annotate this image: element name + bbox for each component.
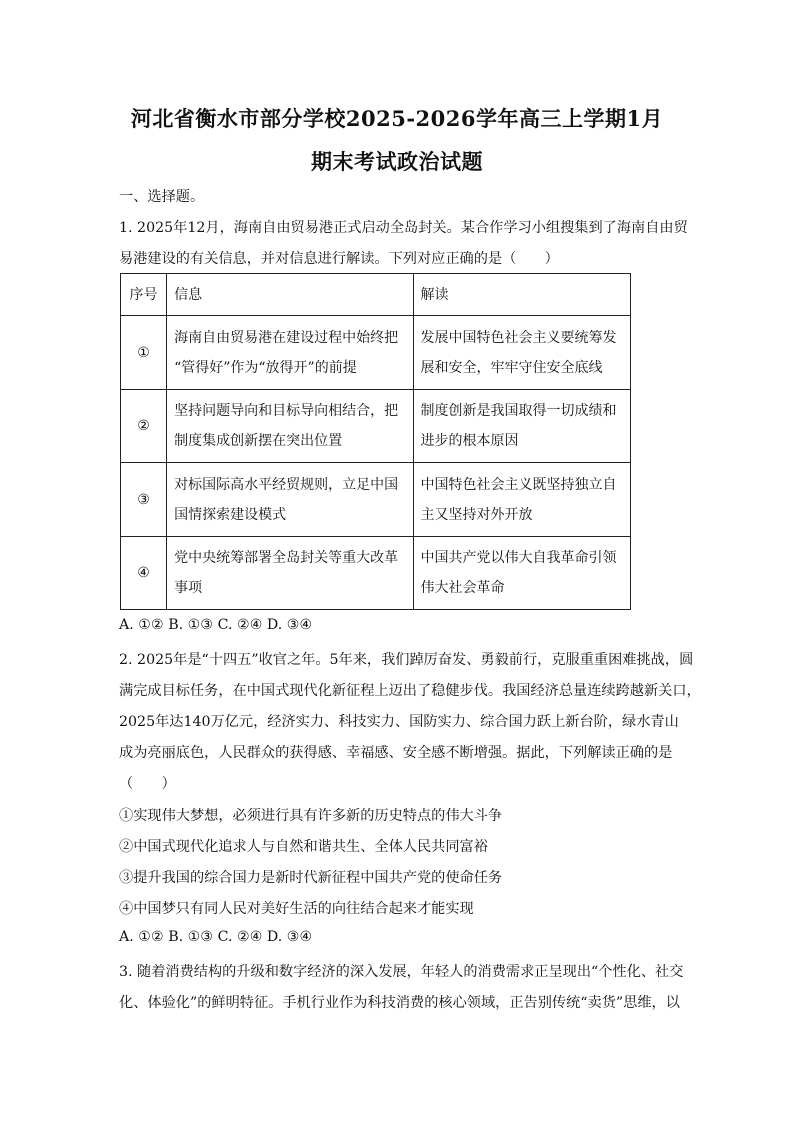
row-info-line: 海南自由贸易港在建设过程中始终把 xyxy=(174,329,399,346)
row-info xyxy=(167,316,413,390)
row-info-line: 事项 xyxy=(174,580,203,596)
row-read-line: 进步的根本原因 xyxy=(420,433,519,449)
q3-stem-line2: 化、体验化”的鲜明特征。手机行业作为科技消费的核心领域，正告别传统“卖货”思维，以 xyxy=(119,995,680,1011)
row-read xyxy=(413,463,630,537)
row-read-line: 伟大社会革命 xyxy=(420,580,505,596)
row-read-line: 中国特色社会主义既坚持独立自 xyxy=(420,476,617,493)
row-num: ① xyxy=(121,316,167,390)
row-num: ② xyxy=(121,390,167,463)
row-read-line: 主又坚持对外开放 xyxy=(420,506,533,523)
table-row xyxy=(121,537,631,610)
row-read-line: 中国共产党以伟大自我革命引领 xyxy=(420,550,617,566)
row-info xyxy=(167,537,413,610)
table-header-info: 信息 xyxy=(167,274,413,316)
document-title-line1: 河北省衡水市部分学校2025-2026学年高三上学期1月 xyxy=(130,106,664,131)
section-heading: 一、选择题。 xyxy=(119,189,205,205)
q2-stem-line2: 满完成目标任务，在中国式现代化新征程上迈出了稳健步伐。我国经济总量连续跨越新关口， xyxy=(119,683,701,699)
q1-stem-line1: 1. 2025年12月，海南自由贸易港正式启动全岛封关。某合作学习小组搜集到了海南自由贸 xyxy=(119,220,688,236)
q1-options: A. ①② B. ①③ C. ②④ D. ③④ xyxy=(119,617,313,633)
document-title-line2: 期末考试政治试题 xyxy=(311,149,483,174)
q2-statement-2: ②中国式现代化追求人与自然和谐共生、全体人民共同富裕 xyxy=(119,839,488,855)
row-info-line: “管得好”作为“放得开”的前提 xyxy=(174,359,357,376)
row-read xyxy=(413,537,630,610)
q1-info-table xyxy=(120,273,631,610)
q2-statement-1: ①实现伟大梦想，必须进行具有许多新的历史特点的伟大斗争 xyxy=(119,808,503,824)
q2-stem-line5: （ ） xyxy=(119,776,176,792)
table-header-num: 序号 xyxy=(121,274,167,316)
row-info xyxy=(167,463,413,537)
row-info-line: 对标国际高水平经贸规则，立足中国 xyxy=(174,476,399,493)
row-info xyxy=(167,390,413,463)
table-row xyxy=(121,463,631,537)
row-info-line: 党中央统筹部署全岛封关等重大改革 xyxy=(174,550,399,566)
table-header-read: 解读 xyxy=(413,274,630,316)
q2-stem-line3: 2025年达140万亿元，经济实力、科技实力、国防实力、综合国力跃上新台阶，绿水青山 xyxy=(119,714,679,730)
row-read-line: 制度创新是我国取得一切成绩和 xyxy=(420,403,617,419)
row-read xyxy=(413,316,630,390)
row-info-line: 制度集成创新摆在突出位置 xyxy=(174,433,343,449)
table-row xyxy=(121,390,631,463)
row-read xyxy=(413,390,630,463)
q3-stem-line1: 3. 随着消费结构的升级和数字经济的深入发展，年轻人的消费需求正呈现出“个性化、社交 xyxy=(119,964,684,980)
table-header-row xyxy=(121,274,631,316)
row-num: ④ xyxy=(121,537,167,610)
row-read-line: 发展中国特色社会主义要统筹发 xyxy=(420,329,617,346)
row-info-line: 国情探索建设模式 xyxy=(174,506,287,523)
table-row xyxy=(121,316,631,390)
q2-statement-3: ③提升我国的综合国力是新时代新征程中国共产党的使命任务 xyxy=(119,870,503,886)
row-info-line: 坚持问题导向和目标导向相结合，把 xyxy=(174,403,399,419)
q1-stem-line2: 易港建设的有关信息，并对信息进行解读。下列对应正确的是（ ） xyxy=(119,251,559,267)
row-read-line: 展和安全，牢牢守住安全底线 xyxy=(420,359,603,376)
row-num: ③ xyxy=(121,463,167,537)
q2-stem-line1: 2. 2025年是“十四五”收官之年。5年来，我们踔厉奋发、勇毅前行，克服重重困难挑战，圆 xyxy=(119,652,694,668)
q2-statement-4: ④中国梦只有同人民对美好生活的向往结合起来才能实现 xyxy=(119,901,474,917)
q2-stem-line4: 成为亮丽底色，人民群众的获得感、幸福感、安全感不断增强。据此，下列解读正确的是 xyxy=(119,745,673,761)
q2-options: A. ①② B. ①③ C. ②④ D. ③④ xyxy=(119,929,313,945)
